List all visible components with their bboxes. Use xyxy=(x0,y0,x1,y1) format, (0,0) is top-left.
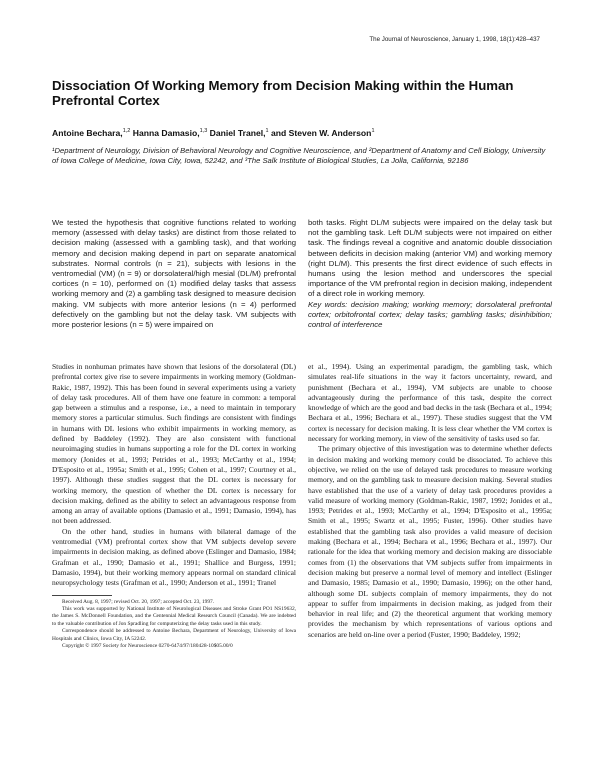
abstract-text: We tested the hypothesis that cognitive functions related to working memory (assessed with delay tasks) are distinct from those related to decision making (assessed with a gambling task), and that working memory and decision making depend in part on separate anatomical substrates. Normal controls (n = 21), subjects with lesions in the ventromedial (VM) (n = 9) or dorsolateral/high mesial (DL/M) prefrontal cortices (n = 10), performed on (1) modified delay tasks that assess working memory and (2) a gambling task designed to measure decision making. VM subjects with more anterior lesions (n = 4) performed defectively on the gambling but not the delay task. VM subjects with more posterior lesions (n = 5) were impaired on xyxy=(52,218,296,330)
author-name: Daniel Tranel, xyxy=(209,128,266,138)
body-paragraph: The primary objective of this investigation was to determine whether defects in decision making and working memory could be dissociated. To achieve this objective, we relied on the use of delayed task procedures to measure working memory, and on the gambling task to measure decision making. Several studies have established that the use of a variety of delay task procedures provides a valid measure of working memory (Goldman-Rakic, 1987, 1992; Jonides et al., 1993; Petrides et al., 1993; McCarthy et al., 1994; D'Esposito et al., 1995a; Smith et al., 1995; Swartz et al., 1995; Fuster, 1996). Other studies have established that the gambling task also provides a valid measure of decision making (Bechara et al., 1994; Bechara et al., 1996; Bechara et al., 1997). Our rationale for the idea that working memory and decision making are dissociable comes from (1) the observations that VM subjects suffer from impairments in decision making but preserve a normal level of memory and intellect (Eslinger and Damasio, 1985; Damasio et al., 1990; Damasio, 1996); on the other hand, although some DL subjects complain of memory impairments, they do not appear to suffer from impairments in decision making, as judged from their behavior in real life; and (2) the theoretical argument that working memory provides the mechanism by which representations of various options and scenarios are held on-line over a period (Fuster, 1990; Baddeley, 1992; xyxy=(308,444,552,639)
author-affil-mark: 1 xyxy=(265,128,269,135)
footnote-funding: This work was supported by National Institute of Neurological Diseases and Stroke Grant PO1 NS19632, the James S. McDonnell Foundation, and the Centennial Medical Research Council (Canada). We are indebted to the valuable contribution of Jon Spradling for computerizing the delay tasks used in this study. xyxy=(52,605,296,627)
body-paragraph: et al., 1994). Using an experimental paradigm, the gambling task, which simulates real-life situations in the way it factors uncertainty, reward, and punishment (Bechara et al., 1994), VM subjects are unable to choose advantageously during the performance of this task, despite the correct knowledge of which are the good and bad decks in the task (Bechara et al., 1994; Bechara et al., 1996; Bechara et al., 1997). These studies suggest that the VM cortex is necessary for decision making. It is less clear whether the VM cortex is necessary for working memory, in view of the sensitivity of tasks used so far. xyxy=(308,362,552,444)
author-affil-mark: 1 xyxy=(371,128,375,135)
keywords: Key words: decision making; working memory; dorsolateral prefrontal cortex; orbitofrontal cortex; delay tasks; gambling tasks; disinhibition; control of interference xyxy=(308,299,552,330)
body-right-column xyxy=(308,362,552,650)
author-name: Antoine Bechara, xyxy=(52,128,123,138)
journal-citation: The Journal of Neuroscience, January 1, 1998, 18(1):428–437 xyxy=(369,36,540,43)
article-body xyxy=(52,362,552,650)
affiliations: ¹Department of Neurology, Division of Behavioral Neurology and Cognitive Neuroscience, and ²Department of Anatomy and Cell Biology, University of Iowa College of Medicine, Iowa City, Iowa, 52242, and ³The Salk Institute of Biological Studies, La Jolla, California, 92186 xyxy=(52,146,546,166)
abstract-right-column xyxy=(308,218,552,330)
footnote-divider xyxy=(52,595,112,596)
abstract xyxy=(52,218,552,330)
author-name: and Steven W. Anderson xyxy=(271,128,372,138)
footnote-received: Received Aug. 8, 1997; revised Oct. 20, 1997; accepted Oct. 23, 1997. xyxy=(62,598,215,605)
footnote-correspondence: Correspondence should be addressed to Antoine Bechara, Department of Neurology, University of Iowa Hospitals and Clinics, Iowa City, IA 52242. xyxy=(52,628,296,642)
footnote-copyright: Copyright © 1997 Society for Neuroscience 0270-6474/97/180428-10$05.00/0 xyxy=(62,642,233,649)
author-name: Hanna Damasio, xyxy=(132,128,200,138)
body-left-column xyxy=(52,362,296,650)
author-list xyxy=(52,128,552,138)
article-title: Dissociation Of Working Memory from Decision Making within the Human Prefrontal Cortex xyxy=(52,78,514,108)
body-paragraph: On the other hand, studies in humans with bilateral damage of the ventromedial (VM) prefrontal cortex show that VM subjects develop severe impairments in decision making, as defined above (Eslinger and Damasio, 1984; Grafman et al., 1990; Damasio et al., 1991; Shallice and Burgess, 1991; Damasio, 1994), but their working memory appears normal on standard clinical neuropsychology tests (Grafman et al., 1990; Anderson et al., 1991; Tranel xyxy=(52,526,296,588)
abstract-left-column xyxy=(52,218,296,330)
abstract-text: both tasks. Right DL/M subjects were impaired on the delay task but not the gambling task. Left DL/M subjects were not impaired on either task. The findings reveal a cognitive and anatomic double dissociation between deficits in decision making (anterior VM) and working memory (right DL/M). This presents the first direct evidence of such effects in humans using the lesion method and underscores the special importance of the VM prefrontal region in decision making, independent of a direct role in working memory. xyxy=(308,218,552,299)
author-affil-mark: 1,2 xyxy=(122,128,131,135)
author-affil-mark: 1,3 xyxy=(199,128,208,135)
body-paragraph: Studies in nonhuman primates have shown that lesions of the dorsolateral (DL) prefrontal cortex give rise to severe impairments in working memory (Goldman-Rakic, 1987, 1992). This has been found in several experiments using a variety of delay task procedures. All of them have one feature in common: a temporal gap between a stimulus and a response, i.e., a need to maintain in temporary memory stores a particular stimulus. Such findings are consistent with findings in humans with DL lesions who exhibit impairments in working memory, as defined by Baddeley (1992). They are also consistent with functional neuroimaging studies in humans supporting a role for the DL cortex in working memory (Jonides et al., 1993; Petrides et al., 1993; McCarthy et al., 1994; D'Esposito et al., 1995a; Smith et al., 1995; Cohen et al., 1997; Courtney et al., 1997). Although these studies suggest that the DL cortex is necessary for working memory, the question of whether the DL cortex is necessary for decision making, defined as the ability to select an advantageous response from among an array of available options (Damasio et al., 1991; Damasio, 1994), has not been addressed. xyxy=(52,362,296,526)
